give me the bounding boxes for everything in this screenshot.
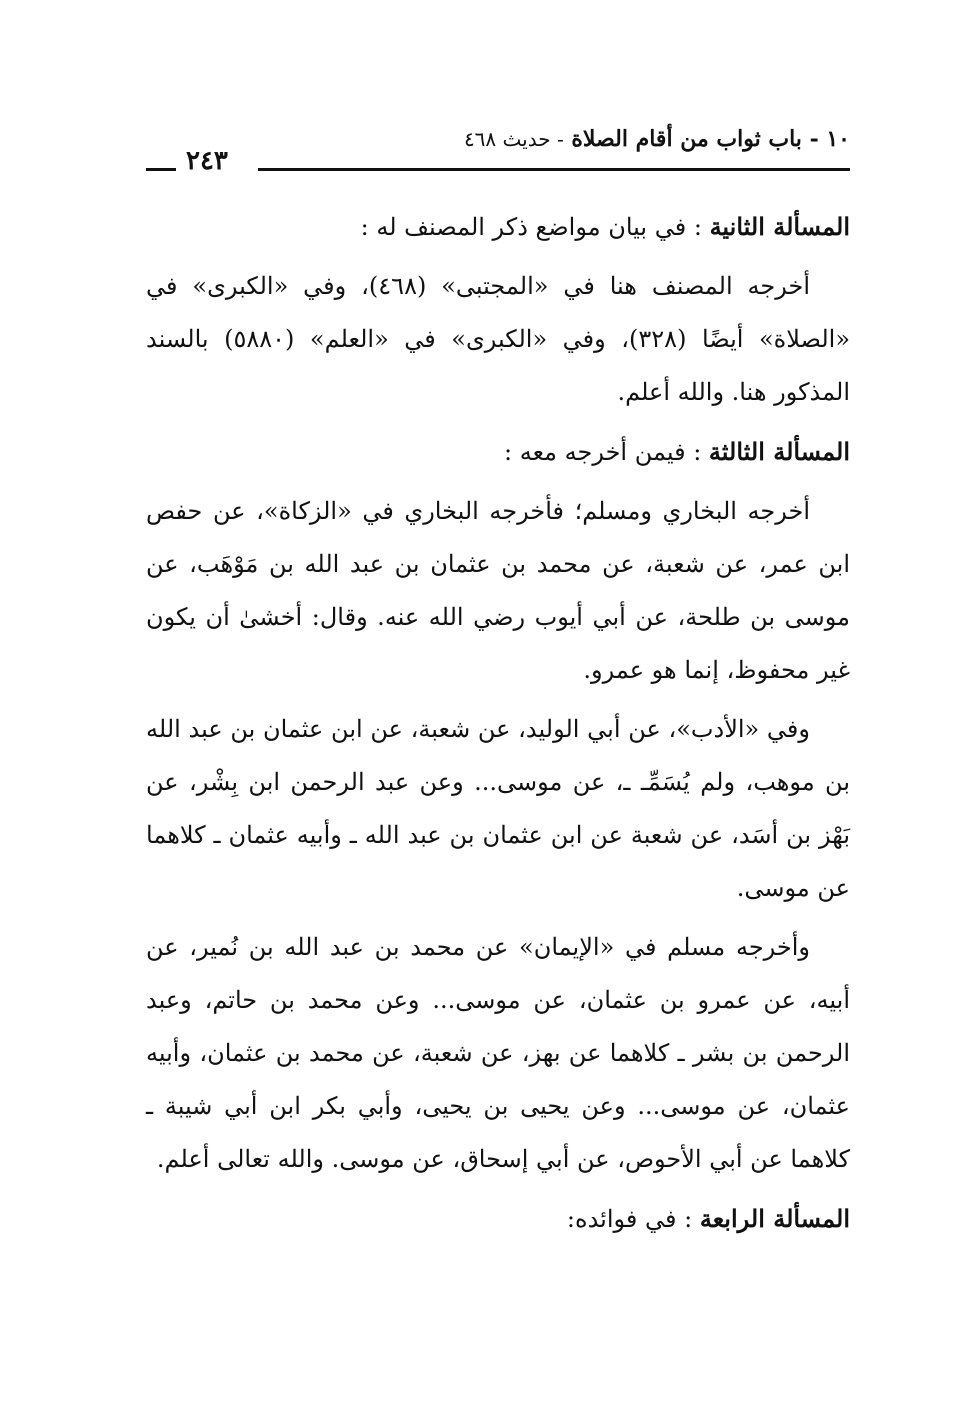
section-label: المسألة الرابعة	[699, 1204, 850, 1233]
hadith-number: - حديث ٤٦٨	[463, 127, 564, 151]
section-heading-2	[146, 200, 850, 254]
page-header	[146, 126, 850, 176]
section-heading-3	[146, 425, 850, 479]
header-rule	[258, 168, 850, 171]
section-title: : فيمن أخرجه معه :	[503, 438, 702, 466]
section-title: : في فوائده:	[566, 1205, 693, 1233]
paragraph: أخرجه البخاري ومسلم؛ فأخرجه البخاري في «الزكاة»، عن حفص ابن عمر، عن شعبة، عن محمد بن عثمان بن عبد الله بن مَوْهَب، عن موسى بن طلحة، عن أبي أيوب رضي الله عنه. وقال: أخشىٰ أن يكون غير محفوظ، إنما هو عمرو.	[146, 497, 850, 684]
paragraph: أخرجه المصنف هنا في «المجتبى» (٤٦٨)، وفي «الكبرى» في «الصلاة» أيضًا (٣٢٨)، وفي «الكبرى» في «العلم» (٥٨٨٠) بالسند المذكور هنا. والله أعلم.	[146, 272, 851, 406]
page-number-dash	[146, 168, 176, 171]
page-body	[146, 200, 850, 1252]
section-heading-4	[146, 1192, 850, 1246]
section-label: المسألة الثانية	[709, 212, 850, 241]
running-title	[464, 126, 850, 152]
page-number: ٢٤٣	[186, 146, 228, 176]
section-label: المسألة الثالثة	[708, 437, 850, 466]
paragraph: وأخرجه مسلم في «الإيمان» عن محمد بن عبد الله بن نُمير، عن أبيه، عن عمرو بن عثمان، عن موسى... وعن محمد بن حاتم، وعبد الرحمن بن بشر ـ كلاهما عن بهز، عن شعبة، عن محمد بن عثمان، وأبيه عثمان، عن موسى... وعن يحيى بن يحيى، وأبي بكر ابن أبي شيبة ـ كلاهما عن أبي الأحوص، عن أبي إسحاق، عن موسى. والله تعالى أعلم.	[146, 933, 850, 1173]
section-title: : في بيان مواضع ذكر المصنف له :	[360, 213, 702, 241]
chapter-title: ١٠ - باب ثواب من أقام الصلاة	[571, 126, 850, 152]
paragraph: وفي «الأدب»، عن أبي الوليد، عن شعبة، عن ابن عثمان بن عبد الله بن موهب، ولم يُسَمِّـ ـ، عن موسى... وعن عبد الرحمن ابن بِشْر، عن بَهْز بن أسَد، عن شعبة عن ابن عثمان بن عبد الله ـ وأبيه عثمان ـ كلاهما عن موسى.	[146, 715, 850, 902]
